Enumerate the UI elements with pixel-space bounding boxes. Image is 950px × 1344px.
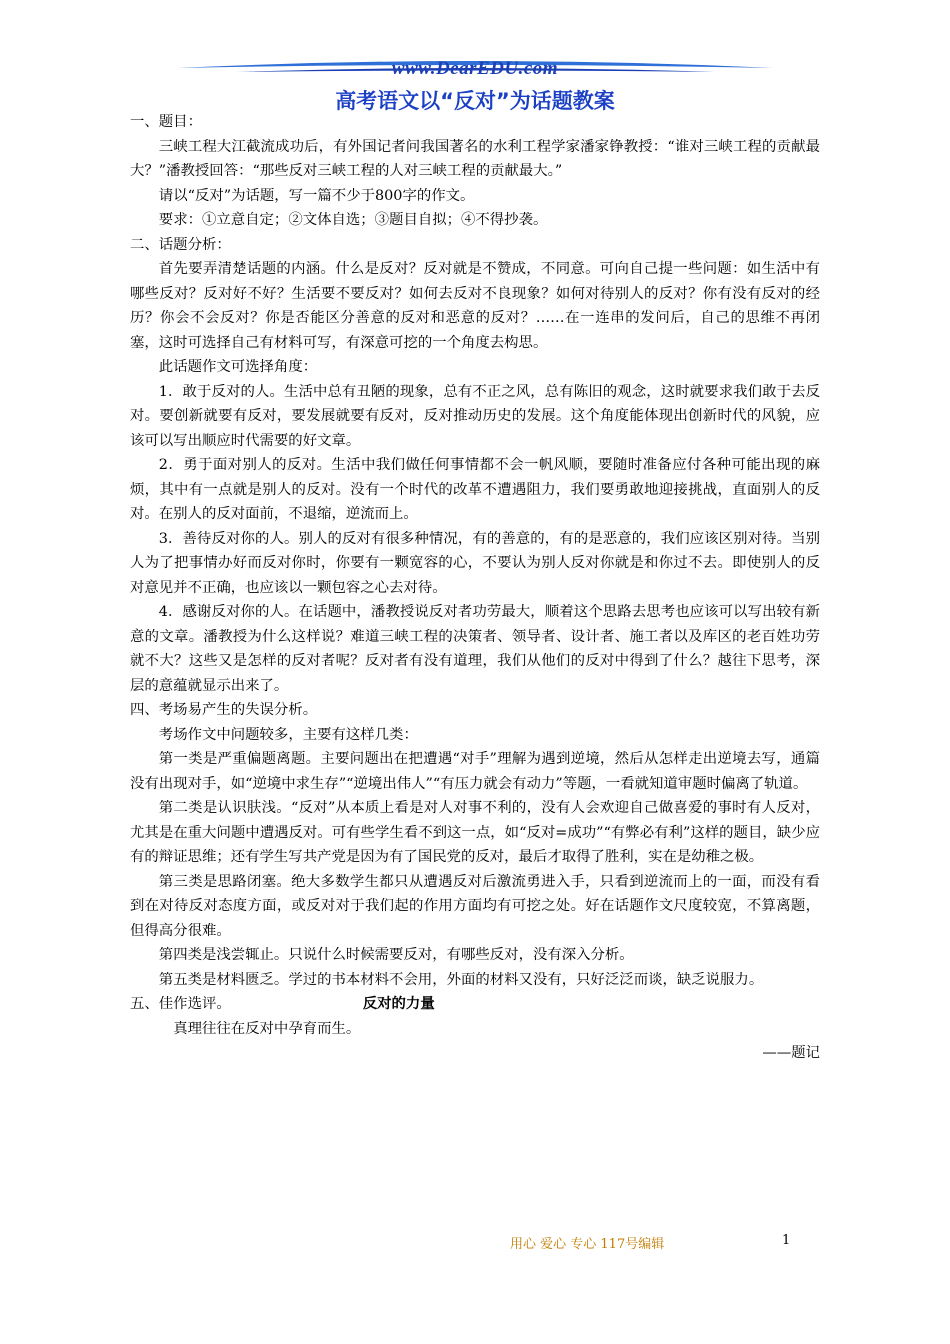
document-title: 高考语文以“反对”为话题教案 xyxy=(335,89,615,113)
section-heading-1: 一、题目： xyxy=(130,114,202,130)
angle-item-1: 1．敢于反对的人。生活中总有丑陋的现象，总有不正之风，总有陈旧的观念，这时就要求我们敢于去反对。要创新就要有反对，要发展就要有反对，反对推动历史的发展。这个角度能体现出创新时代的风貌，应该可以写出顺应时代需要的好文章。 xyxy=(130,383,820,449)
paragraph: 三峡工程大江截流成功后，有外国记者问我国著名的水利工程学家潘家铮教授：“谁对三峡工程的贡献最大？”潘教授回答：“那些反对三峡工程的人对三峡工程的贡献最大。” xyxy=(130,138,820,179)
paragraph: 请以“反对”为话题，写一篇不少于800字的作文。 xyxy=(158,187,475,204)
error-type-3: 第三类是思路闭塞。绝大多数学生都只从遭遇反对后激流勇进入手，只看到逆流而上的一面，而没有看到在对待反对态度方面，或反对对于我们起的作用方面均有可挖之处。好在话题作文尺度较宽，不算离题，但得高分很难。 xyxy=(130,873,820,939)
footer-text: 用心 爱心 专心 117号编辑 xyxy=(510,1237,665,1252)
angle-item-4: 4．感谢反对你的人。在话题中，潘教授说反对者功劳最大，顺着这个思路去思考也应该可以写出较有新意的文章。潘教授为什么这样说？难道三峡工程的决策者、领导者、设计者、施工者以及库区的老百姓功劳就不大？这些又是怎样的反对者呢？反对者有没有道理，我们从他们的反对中得到了什么？越往下思考，深层的意蕴就显示出来了。 xyxy=(130,604,820,694)
error-type-1: 第一类是严重偏题离题。主要问题出在把遭遇“对手”理解为遇到逆境，然后从怎样走出逆境去写，通篇没有出现对手，如“逆境中求生存”“逆境出伟人”“有压力就会有动力”等题，一看就知道审题时偏离了轨道。 xyxy=(130,751,820,792)
section-heading-4: 四、考场易产生的失误分析。 xyxy=(130,702,318,718)
error-type-5: 第五类是材料匮乏。学过的书本材料不会用，外面的材料又没有，只好泛泛而谈，缺乏说服力。 xyxy=(158,971,764,988)
epigraph: 真理往往在反对中孕育而生。 xyxy=(173,1020,361,1037)
document-body xyxy=(130,110,820,1066)
section-heading-5-row xyxy=(130,992,820,1017)
site-url: www.DearEDU.com xyxy=(391,58,559,79)
paragraph: 首先要弄清楚话题的内涵。什么是反对？反对就是不赞成，不同意。可向自己提一些问题：如生活中有哪些反对？反对好不好？生活要不要反对？如何去反对不良现象？如何对待别人的反对？你有没有反对的经历？你会不会反对？你是否能区分善意的反对和恶意的反对？……在一连串的发问后，自己的思维不再闭塞，这时可选择自己有材料可写，有深意可挖的一个角度去构思。 xyxy=(130,261,820,351)
error-type-4: 第四类是浅尝辄止。只说什么时候需要反对，有哪些反对，没有深入分析。 xyxy=(158,947,634,963)
page-footer xyxy=(0,1233,950,1253)
paragraph: 考场作文中问题较多，主要有这样几类： xyxy=(158,726,418,743)
angle-item-3: 3．善待反对你的人。别人的反对有很多种情况，有的善意的，有的是恶意的，我们应该区别对待。当别人为了把事情办好而反对你时，你要有一颗宽容的心，不要认为别人反对你就是和你过不去。即使别人的反对意见并不正确，也应该以一颗包容之心去对待。 xyxy=(130,530,820,596)
site-banner xyxy=(175,56,775,84)
error-type-2: 第二类是认识肤浅。“反对”从本质上看是对人对事不利的，没有人会欢迎自己做喜爱的事时有人反对，尤其是在重大问题中遭遇反对。可有些学生看不到这一点，如“反对=成功”“有弊必有利”这样的题目，缺少应有的辩证思维；还有学生写共产党是因为有了国民党的反对，最后才取得了胜利，实在是幼稚之极。 xyxy=(130,800,820,865)
paragraph: 要求：①立意自定；②文体自选；③题目自拟；④不得抄袭。 xyxy=(158,212,548,228)
epigraph-signature: ——题记 xyxy=(762,1045,820,1061)
paragraph: 此话题作文可选择角度： xyxy=(158,359,318,375)
page-number: 1 xyxy=(782,1233,791,1248)
essay-title: 反对的力量 xyxy=(362,996,435,1012)
section-heading-2: 二、话题分析： xyxy=(130,236,231,253)
angle-item-2: 2．勇于面对别人的反对。生活中我们做任何事情都不会一帆风顺，要随时准备应付各种可能出现的麻烦，其中有一点就是别人的反对。没有一个时代的改革不遭遇阻力，我们要勇敢地迎接挑战，直面别人的反对。在别人的反对面前，不退缩，逆流而上。 xyxy=(130,457,820,522)
section-heading-5: 五、佳作选评。 xyxy=(130,996,231,1012)
